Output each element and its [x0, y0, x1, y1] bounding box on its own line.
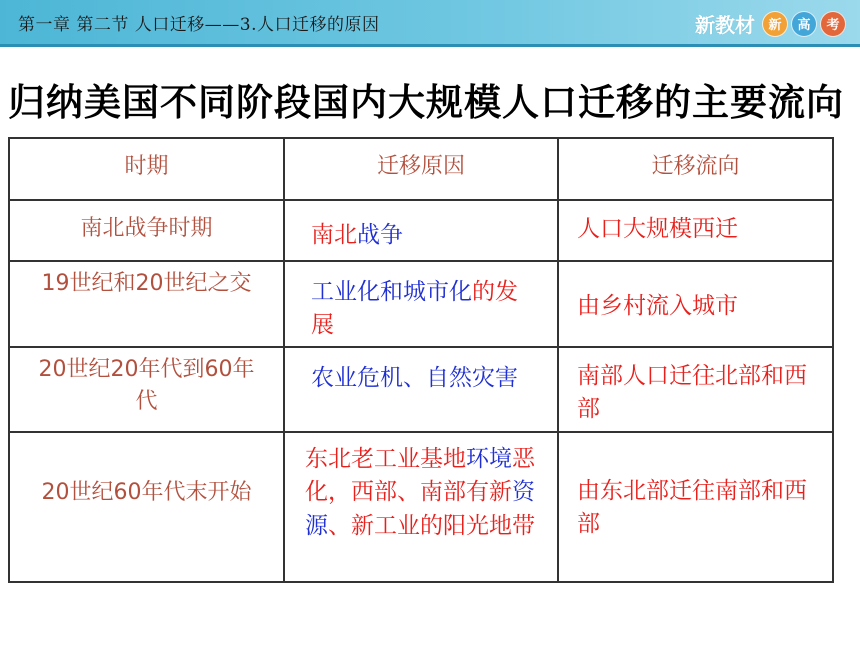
- migration-table: [8, 137, 834, 583]
- period-text: 19世纪和20世纪之交: [41, 271, 252, 296]
- direction-text: 由东北部迁往南部和西部: [577, 478, 807, 538]
- direction-text: 南部人口迁往北部和西部: [577, 363, 807, 423]
- direction-text: 人口大规模西迁: [577, 216, 738, 242]
- cause-cell: [284, 432, 558, 582]
- cause-cell: [284, 200, 558, 261]
- cause-cell: [284, 261, 558, 347]
- page-title: 归纳美国不同阶段国内大规模人口迁移的主要流向: [8, 81, 844, 124]
- cause-segment: 东北老工业基地: [305, 446, 466, 472]
- brand-word: 新教材: [695, 13, 755, 37]
- period-cell: [9, 200, 284, 261]
- period-text: 20世纪20年代到60年代: [38, 357, 255, 414]
- cause-segment: 资源: [305, 479, 535, 539]
- brand-badge-3: 考: [820, 11, 846, 37]
- direction-text: 由乡村流入城市: [577, 293, 738, 319]
- cause-text: [305, 433, 557, 543]
- period-text: 南北战争时期: [80, 216, 213, 241]
- period-cell: [9, 261, 284, 347]
- column-header-cause: 迁移原因: [284, 138, 558, 200]
- cause-segment: 、新工业的: [328, 512, 443, 539]
- direction-cell: [558, 200, 833, 261]
- cause-segment: 恶化，西部、南部有新: [305, 446, 535, 506]
- cause-cell: [284, 347, 558, 432]
- cause-segment: 农业危机、自然灾害: [311, 365, 518, 391]
- brand-logo: [695, 9, 846, 38]
- header-bar: [0, 0, 860, 47]
- direction-cell: [558, 261, 833, 347]
- cause-segment: 的发展: [311, 279, 518, 339]
- cause-segment: 战争: [357, 222, 403, 248]
- period-text: 20世纪60年代末开始: [41, 480, 252, 505]
- period-cell: [9, 347, 284, 432]
- table-header-row: [9, 138, 833, 200]
- column-header-period: 时期: [9, 138, 284, 200]
- period-cell: [9, 432, 284, 582]
- breadcrumb: 第一章 第二节 人口迁移——3.人口迁移的原因: [18, 15, 380, 35]
- cause-segment: 环境: [466, 446, 512, 472]
- table-row: [9, 347, 833, 432]
- column-header-direction: 迁移流向: [558, 138, 833, 200]
- direction-cell: [558, 347, 833, 432]
- cause-segment: 南北: [311, 222, 357, 248]
- cause-text: [311, 262, 557, 343]
- table-row: [9, 261, 833, 347]
- cause-segment: 阳光地带: [443, 512, 535, 539]
- table-row: [9, 432, 833, 582]
- header-underline: [0, 44, 860, 47]
- cause-segment: 工业化和城市化: [311, 279, 472, 305]
- direction-cell: [558, 432, 833, 582]
- table-row: [9, 200, 833, 261]
- cause-text: [311, 348, 557, 395]
- cause-text: [311, 201, 557, 252]
- brand-badge-2: 高: [791, 11, 817, 37]
- brand-badge-1: 新: [762, 11, 788, 37]
